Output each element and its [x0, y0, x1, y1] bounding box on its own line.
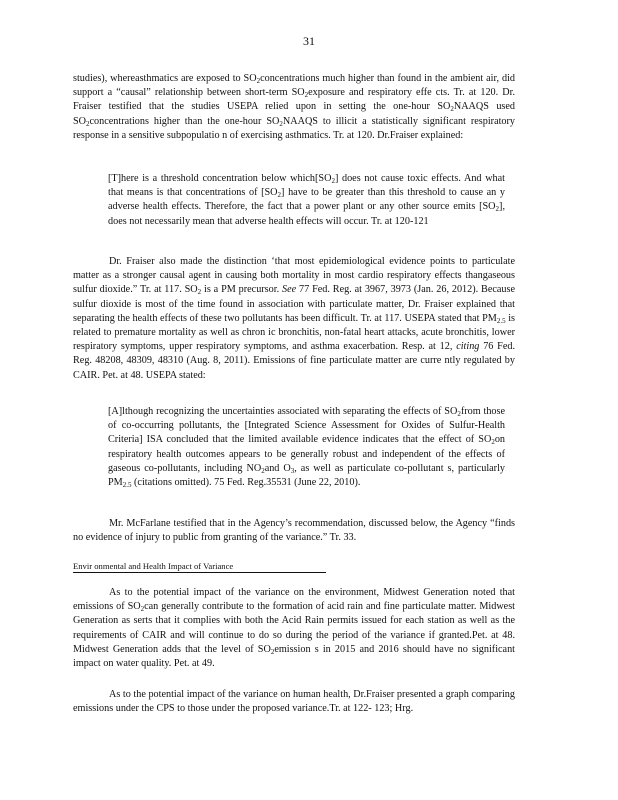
text: from those of co-occurring pollutants, the [Integrated Science Assessment for Oxides of Sulfur-Health Criteria] ISA concluded that the limited available evidence indicates that the effect of SO: [108, 406, 506, 446]
paragraph-1: [73, 72, 515, 143]
text: is a PM precursor.: [201, 284, 282, 296]
text: exposure and respiratory effe cts. Tr. at 120. Dr. Fraiser testified that the studies USEPA relied upon in setting the one-hour SO: [73, 87, 516, 113]
text: on respiratory health outcomes appears to be generally robust and independent of the effects of gaseous co-pollutants, including NO: [108, 434, 505, 474]
subscript: 2.5: [496, 316, 506, 325]
text: studies), whereasthmatics are exposed to SO: [73, 73, 257, 84]
subscript: 2: [450, 105, 454, 114]
block-quote-1: [108, 172, 505, 229]
text: concentrations higher than the one-hour SO: [89, 115, 280, 127]
text: 77 Fed. Reg. at 3967, 3973 (Jan. 26, 2012). Because sulfur dioxide is most of the time found in association with particulate matter, Dr. Fraiser explained that separating the health effects of these two pollutants has been difficult. Tr. at 117. USEPA stated that PM: [73, 284, 515, 324]
paragraph-5: As to the potential impact of the variance on human health, Dr.Fraiser presented a graph comparing emissions under the CPS to those under the proposed variance.Tr. at 122- 123; Hrg.: [73, 689, 515, 715]
text: emission s in 2015 and 2016 should have no significant impact on water quality. Pet. at 49.: [73, 643, 515, 670]
subscript: 2: [86, 119, 90, 128]
block-quote-2: [108, 405, 505, 490]
text: Dr. Fraiser also made the distinction ‘that most epidemiological evidence points to particulate matter as a stronger causal agent in causing both mortality in most cardio respiratory effects thangaseous sulfur dioxide.” Tr. at 117. SO: [73, 256, 515, 296]
text: NAAQS to illicit a statistically significant respiratory response in a sensitive subpopulatio n of exercising asthmatics. Tr. at 120. Dr.Fraiser explained:: [73, 115, 515, 141]
subscript: 2: [256, 77, 261, 85]
text: ] have to be greater than this threshold to cause an y adverse health effects. Therefore, the fact that a power plant or any other source emits [SO: [108, 187, 505, 213]
text: NAAQS used SO: [73, 101, 515, 127]
subscript: 3: [290, 466, 295, 475]
paragraph-4: [73, 586, 515, 671]
subscript: 2: [261, 466, 265, 475]
text: (citations omitted). 75 Fed. Reg.35531 (June 22, 2010).: [131, 477, 361, 489]
subscript: 2: [457, 410, 461, 418]
page-number: 31: [303, 34, 315, 48]
text: [A]lthough recognizing the uncertainties associated with separating the effects of SO: [108, 406, 458, 417]
text: ], does not necessarily mean that adverse health effects will occur. Tr. at 120-121: [108, 201, 505, 227]
subscript: 2: [495, 205, 500, 214]
text: can generally contribute to the formation of acid rain and fine particulate matter. Midwest Generation as serts that it complies with both the Acid Rain permits issued for each station as well as the requirements of CAIR and will continue to do so during the period of the variance if granted.Pet. at 48. Midwest Generation adds that the level of SO: [73, 601, 515, 655]
text: As to the potential impact of the variance on the environment, Midwest Generation noted that emissions of SO: [73, 587, 515, 613]
subscript: 2: [197, 288, 202, 297]
text: and O: [264, 462, 291, 474]
subscript: 2: [279, 119, 283, 128]
subscript: 2: [331, 177, 335, 185]
text: ] does not cause toxic effects. And what that means is that concentrations of [SO: [108, 173, 505, 199]
subscript: 2: [491, 438, 495, 447]
subscript: 2: [140, 605, 145, 614]
subscript: 2: [304, 91, 309, 100]
text: is related to premature mortality as well as chron ic bronchitis, non-fatal heart attacks, acute bronchitis, lower respiratory symptoms, upper respiratory symptoms, and asthma exacerbation. Resp. at 12,: [73, 312, 516, 353]
subscript: 2.5: [122, 481, 132, 490]
paragraph-2: [73, 255, 515, 383]
text: [T]here is a threshold concentration below which[SO: [108, 173, 332, 184]
signal-citing: citing: [456, 341, 480, 353]
signal-see: See: [282, 284, 297, 296]
text: 76 Fed. Reg. 48208, 48309, 48310 (Aug. 8, 2011). Emissions of fine particulate matter are curre ntly regulated by CAIR. Pet. at 48. USEPA stated:: [73, 341, 516, 381]
text: concentrations much higher than found in the ambient air, did support a “causal” relationship between short-term SO: [73, 73, 515, 99]
section-heading: Envir onmental and Health Impact of Variance: [73, 560, 326, 573]
subscript: 2: [277, 191, 282, 200]
paragraph-3: Mr. McFarlane testified that in the Agency’s recommendation, discussed below, the Agency “finds no evidence of injury to public from granting of the variance.” Tr. 33.: [73, 518, 515, 544]
text: , as well as particulate co-pollutant s, particularly PM: [108, 462, 505, 489]
subscript: 2: [270, 647, 275, 656]
